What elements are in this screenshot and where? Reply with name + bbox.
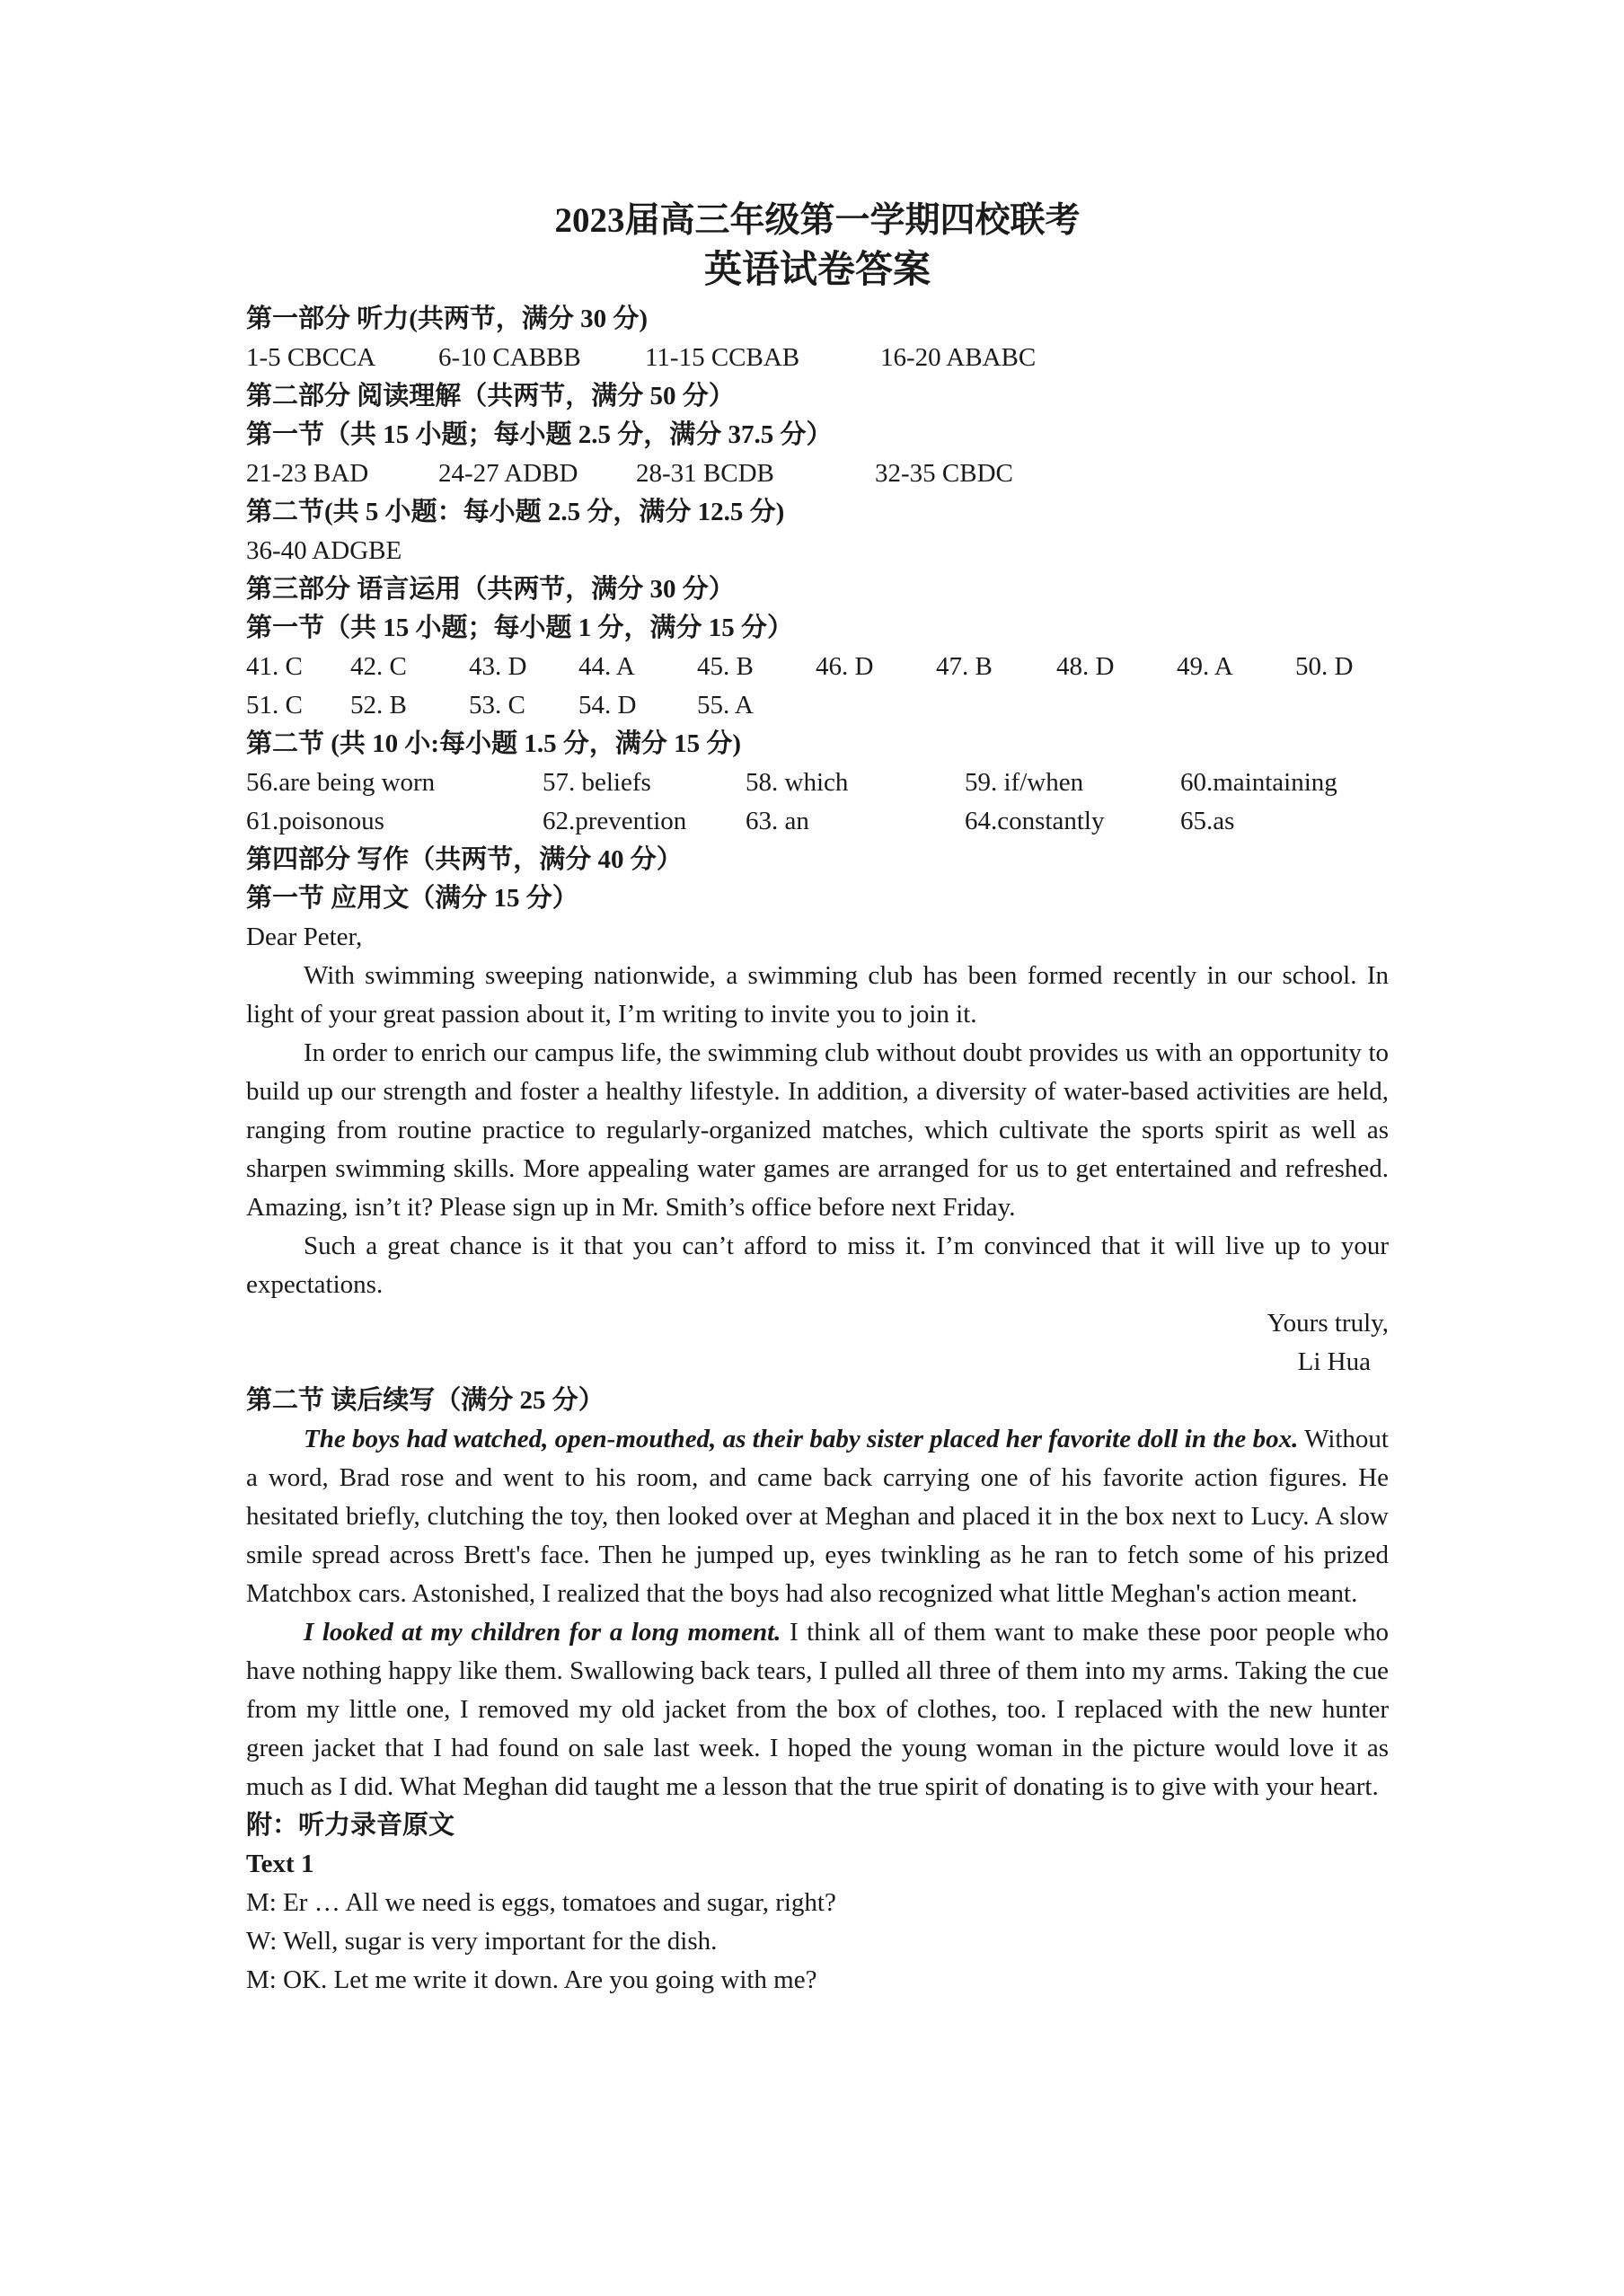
transcript-line: M: Er … All we need is eggs, tomatoes and sugar, right? [246,1888,836,1917]
part3-row1 [246,648,1389,686]
answer-group: 28-31 BCDB [636,459,774,488]
fill-answer: 59. if/when [965,768,1084,797]
answer-item: 52. B [350,691,407,720]
part1-answers [246,339,1389,377]
continuation-paragraph [246,1420,1389,1613]
answer-item: 55. A [697,691,754,720]
answer-group: 1-5 CBCCA [246,343,376,372]
part2-sec2-heading: 第二节(共 5 小题：每小题 2.5 分，满分 12.5 分) [246,498,785,526]
letter-paragraph: Such a great chance is it that you can’t afford to miss it. I’m convinced that it will live up to your expectations. [246,1232,1389,1299]
answer-item: 46. D [816,652,874,681]
answer-group: 21-23 BAD [246,459,369,488]
part1-heading: 第一部分 听力(共两节，满分 30 分) [246,305,649,333]
answer-sheet [246,198,1389,2000]
fill-answer: 58. which [746,768,849,797]
answer-group: 16-20 ABABC [880,343,1037,372]
paragraph-lead: I looked at my children for a long moment. [304,1618,781,1647]
answer-group: 6-10 CABBB [438,343,581,372]
fill-answer: 63. an [746,807,809,835]
fill-answer: 64.constantly [965,807,1105,835]
letter-signature: Li Hua [1297,1347,1371,1376]
letter-closing: Yours truly, [1267,1309,1389,1338]
part2-sec1-answers [246,455,1389,493]
continuation-paragraph [246,1613,1389,1806]
letter-salutation: Dear Peter, [246,923,363,951]
answer-item: 53. C [469,691,525,720]
letter-paragraph: In order to enrich our campus life, the swimming club without doubt provides us with an opportunity to build up our strength and foster a healthy lifestyle. In addition, a diversity of water-based activities are held, ranging from routine practice to regularly-organized matches, which cultivate the sports spirit as well as sharpen swimming skills. More appealing water games are arranged for us to get entertained and refreshed. Amazing, isn’t it? Please sign up in Mr. Smith’s office before next Friday. [246,1038,1389,1222]
text1-heading: Text 1 [246,1850,314,1878]
transcript-line: W: Well, sugar is very important for the dish. [246,1927,718,1956]
part3-row2 [246,686,1389,725]
answer-item: 51. C [246,691,303,720]
part4-sec2-heading: 第二节 读后续写（满分 25 分） [246,1386,605,1415]
answer-item: 43. D [469,652,527,681]
answer-item: 50. D [1295,652,1354,681]
part3-sec2-heading: 第二节 (共 10 小:每小题 1.5 分，满分 15 分) [246,729,741,758]
fill-answer: 62.prevention [543,807,687,835]
answer-group: 24-27 ADBD [438,459,578,488]
transcript-line: M: OK. Let me write it down. Are you going with me? [246,1965,817,1994]
fill-answer: 65.as [1180,807,1235,835]
answer-group: 32-35 CBDC [875,459,1013,488]
answer-group: 11-15 CCBAB [645,343,800,372]
fill-answer: 60.maintaining [1180,768,1337,797]
part3-fill2 [246,802,1389,841]
part4-heading: 第四部分 写作（共两节，满分 40 分） [246,845,683,874]
page-subtitle: 英语试卷答案 [703,250,931,291]
answer-item: 42. C [350,652,407,681]
appendix-heading: 附：听力录音原文 [246,1811,455,1840]
answer-item: 45. B [697,652,754,681]
part2-sec1-heading: 第一节（共 15 小题；每小题 2.5 分，满分 37.5 分） [246,420,833,449]
part4-sec1-heading: 第一节 应用文（满分 15 分） [246,884,578,913]
answer-item: 54. D [578,691,637,720]
fill-answer: 56.are being worn [246,768,436,797]
answer-item: 47. B [936,652,993,681]
page-title: 2023届高三年级第一学期四校联考 [554,201,1081,240]
paragraph-text: Without a word, Brad rose and went to his room, and came back carrying one of his favorite action figures. He hesitated briefly, clutching the toy, then looked over at Meghan and placed it in the box next to Lucy. A slow smile spread across Brett's face. Then he jumped up, eyes twinkling as he ran to fetch some of his prized Matchbox cars. Astonished, I realized that the boys had also recognized what little Meghan's action meant. [246,1425,1389,1608]
paragraph-text: I think all of them want to make these poor people who have nothing happy like them. Swallowing back tears, I pulled all three of them into my arms. Taking the cue from my little one, I removed my old jacket from the box of clothes, too. I replaced with the new hunter green jacket that I had found on sale last week. I hoped the young woman in the picture would love it as much as I did. What Meghan did taught me a lesson that the true spirit of donating is to give with your heart. [246,1618,1389,1801]
part3-fill1 [246,764,1389,802]
answer-item: 48. D [1056,652,1115,681]
paragraph-lead: The boys had watched, open-mouthed, as their baby sister placed her favorite doll in the box. [304,1425,1299,1453]
part2-heading: 第二部分 阅读理解（共两节，满分 50 分） [246,382,735,411]
part3-heading: 第三部分 语言运用（共两节，满分 30 分） [246,575,735,604]
answer-item: 41. C [246,652,303,681]
answer-item: 49. A [1177,652,1233,681]
answer-group: 36-40 ADGBE [246,536,402,565]
fill-answer: 57. beliefs [543,768,651,797]
fill-answer: 61.poisonous [246,807,384,835]
part3-sec1-heading: 第一节（共 15 小题；每小题 1 分，满分 15 分） [246,614,794,642]
letter-paragraph: With swimming sweeping nationwide, a swimming club has been formed recently in our school. In light of your great passion about it, I’m writing to invite you to join it. [246,961,1389,1029]
answer-item: 44. A [578,652,635,681]
part2-sec2-answers [246,532,1389,570]
